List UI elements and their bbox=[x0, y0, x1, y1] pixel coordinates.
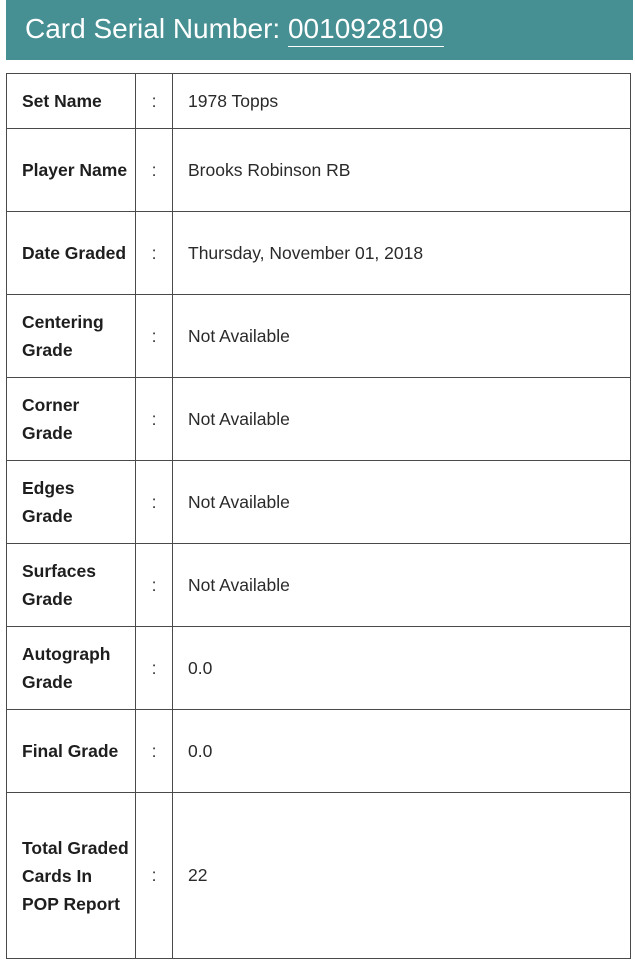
row-player-name bbox=[7, 129, 631, 212]
row-separator: : bbox=[136, 295, 173, 378]
player-name-label: Player Name bbox=[7, 129, 136, 212]
autograph-grade-label: Autograph Grade bbox=[7, 627, 136, 710]
row-separator: : bbox=[136, 710, 173, 793]
row-separator: : bbox=[136, 461, 173, 544]
row-set-name bbox=[7, 74, 631, 129]
row-centering-grade bbox=[7, 295, 631, 378]
row-separator: : bbox=[136, 378, 173, 461]
card-details-table bbox=[6, 73, 631, 959]
page-header bbox=[6, 0, 633, 60]
centering-grade-value: Not Available bbox=[173, 295, 631, 378]
set-name-value: 1978 Topps bbox=[173, 74, 631, 129]
corner-grade-value: Not Available bbox=[173, 378, 631, 461]
row-final-grade bbox=[7, 710, 631, 793]
row-separator: : bbox=[136, 212, 173, 295]
set-name-label: Set Name bbox=[7, 74, 136, 129]
edges-grade-value: Not Available bbox=[173, 461, 631, 544]
row-separator: : bbox=[136, 544, 173, 627]
page-title bbox=[25, 15, 444, 43]
date-graded-label: Date Graded bbox=[7, 212, 136, 295]
row-surfaces-grade bbox=[7, 544, 631, 627]
surfaces-grade-value: Not Available bbox=[173, 544, 631, 627]
edges-grade-label: Edges Grade bbox=[7, 461, 136, 544]
total-pop-report-value: 22 bbox=[173, 793, 631, 959]
autograph-grade-value: 0.0 bbox=[173, 627, 631, 710]
date-graded-value: Thursday, November 01, 2018 bbox=[173, 212, 631, 295]
centering-grade-label: Centering Grade bbox=[7, 295, 136, 378]
serial-number-prefix: Card Serial Number: bbox=[25, 13, 288, 44]
row-autograph-grade bbox=[7, 627, 631, 710]
row-separator: : bbox=[136, 129, 173, 212]
total-pop-report-label: Total Graded Cards In POP Report bbox=[7, 793, 136, 959]
final-grade-label: Final Grade bbox=[7, 710, 136, 793]
row-separator: : bbox=[136, 74, 173, 129]
corner-grade-label: Corner Grade bbox=[7, 378, 136, 461]
player-name-value: Brooks Robinson RB bbox=[173, 129, 631, 212]
row-edges-grade bbox=[7, 461, 631, 544]
row-total-pop-report bbox=[7, 793, 631, 959]
surfaces-grade-label: Surfaces Grade bbox=[7, 544, 136, 627]
row-separator: : bbox=[136, 793, 173, 959]
final-grade-value: 0.0 bbox=[173, 710, 631, 793]
row-date-graded bbox=[7, 212, 631, 295]
row-corner-grade bbox=[7, 378, 631, 461]
serial-number-link[interactable]: 0010928109 bbox=[288, 13, 444, 47]
row-separator: : bbox=[136, 627, 173, 710]
